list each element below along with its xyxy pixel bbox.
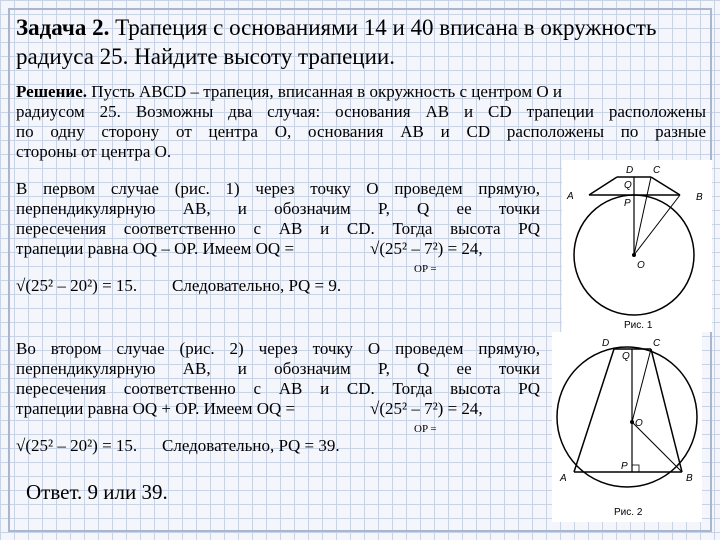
- solution-label: Решение.: [16, 82, 87, 101]
- task-title-line1: [16, 14, 656, 41]
- fig2-label-o: O: [635, 418, 643, 429]
- fig2-caption: Рис. 2: [614, 507, 643, 518]
- solution-line3: по одну сторону от центра O, основания AB и CD расположены по разные: [16, 122, 706, 141]
- solution-text-1: Пусть ABCD – трапеция, вписанная в окружность с центром O и: [91, 82, 562, 101]
- fig1-label-o: O: [637, 260, 645, 271]
- fig1-label-b: B: [696, 192, 703, 203]
- fig1-caption: Рис. 1: [624, 320, 653, 331]
- fig2-label-c: C: [653, 338, 661, 349]
- fig2-center-dot: [630, 420, 634, 424]
- fig1-label-q: Q: [624, 180, 632, 191]
- fig1-label-p: P: [624, 198, 631, 209]
- task-statement-1: Трапеция с основаниями 14 и 40 вписана в окружность: [115, 15, 657, 40]
- solution-line1: [16, 82, 706, 102]
- figure-1-background: [562, 160, 712, 332]
- case1-line5: Следовательно, PQ = 9.: [172, 276, 342, 295]
- case1-line4b: OP =: [414, 263, 437, 275]
- solution-line2: радиусом 25. Возможны два случая: основания AB и CD трапеции расположены: [16, 102, 706, 121]
- task-statement-2: радиуса 25. Найдите высоту трапеции.: [16, 44, 395, 69]
- case2-line4b: OP =: [414, 423, 437, 435]
- fig1-label-d: D: [626, 165, 634, 176]
- fig2-label-a: A: [560, 473, 567, 484]
- case1-line1: В первом случае (рис. 1) через точку O проведем прямую,: [16, 179, 540, 198]
- answer-text: Ответ. 9 или 39.: [26, 480, 168, 504]
- fig2-label-q: Q: [622, 351, 630, 362]
- case1-line2: перпендикулярную AB, и обозначим P, Q ее точки: [16, 199, 540, 218]
- case2-line4a: трапеции равна OQ + OP. Имеем OQ =: [16, 399, 296, 418]
- figure-1: [562, 160, 712, 332]
- task-label: Задача 2.: [16, 15, 110, 40]
- fig2-label-p: P: [621, 461, 628, 472]
- case2-line3: пересечения соответственно с AB и CD. Тогда высота PQ: [16, 379, 540, 398]
- figure-2: [552, 332, 702, 522]
- case2-sqrt-oq: √(25² – 7²) = 24,: [370, 399, 483, 418]
- case2-line5: Следовательно, PQ = 39.: [162, 436, 340, 455]
- fig1-label-a: A: [567, 191, 574, 202]
- case2-sqrt-op: √(25² – 20²) = 15.: [16, 436, 138, 455]
- case2-line2: перпендикулярную AB, и обозначим P, Q ее точки: [16, 359, 540, 378]
- fig1-label-c: C: [653, 165, 661, 176]
- case2-line1: Во втором случае (рис. 2) через точку O проведем прямую,: [16, 339, 540, 358]
- fig2-label-d: D: [602, 338, 610, 349]
- case1-sqrt-oq: √(25² – 7²) = 24,: [370, 239, 483, 258]
- case1-sqrt-op: √(25² – 20²) = 15.: [16, 276, 138, 295]
- case1-line3: пересечения соответственно с AB и CD. Тогда высота PQ: [16, 219, 540, 238]
- solution-line4: стороны от центра O.: [16, 142, 172, 161]
- fig1-center-dot: [632, 253, 636, 257]
- fig2-label-b: B: [686, 473, 693, 484]
- case1-line4a: трапеции равна OQ – OP. Имеем OQ =: [16, 239, 295, 258]
